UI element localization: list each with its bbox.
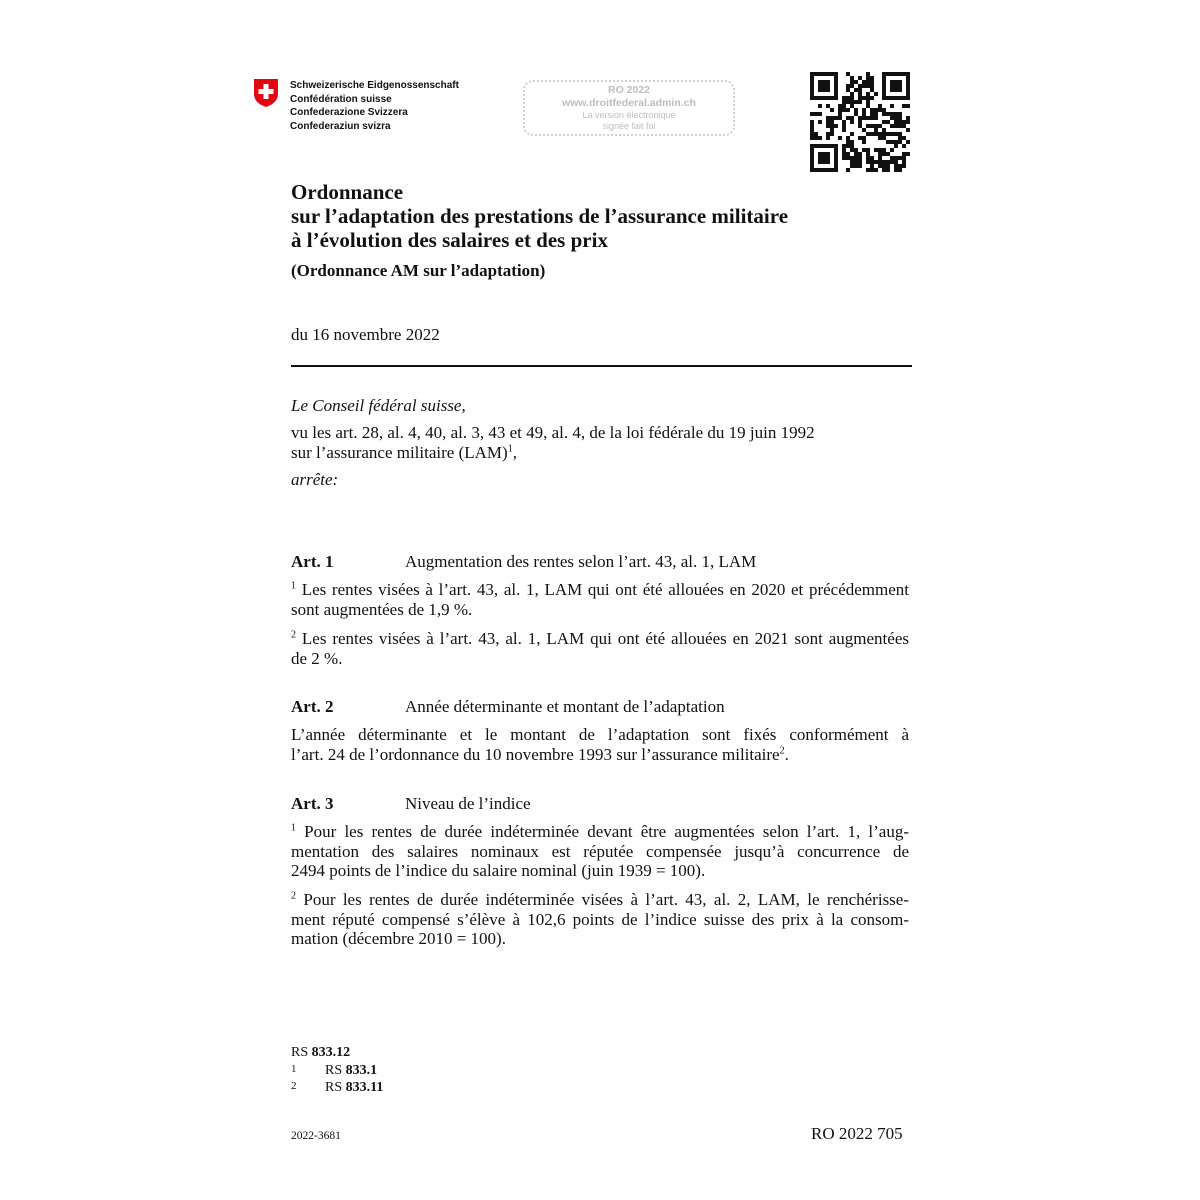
considering-line-2: sur l’assurance militaire (LAM)$^1$, [291,443,517,462]
confederation-name-rm: Confederaziun svizra [290,120,391,132]
article-2-heading [291,697,725,717]
article-number: Art. 3 [291,794,334,813]
stamp-url: www.droitfederal.admin.ch [562,97,696,109]
title-line-3: à l’évolution des salaires et des prix [291,228,608,252]
electronic-signature-stamp [523,80,735,136]
article-title: Année déterminante et montant de l’adaptation [405,697,725,716]
stamp-note-line2: signée fait foi [602,121,656,131]
article-3-paragraph-1: $^1$ Pour les rentes de durée indéterminée devant être augmentées selon l’art. 1, l’aug- mentation des salaires nominaux est réputée compensée jusqu’à concurrence de 2494 points de l’indice du salaire nominal (juin 1939 = 100). [291,822,910,880]
article-number: Art. 1 [291,552,334,571]
official-compilation-reference: RO 2022 705 [811,1124,903,1143]
document-number: 2022-3681 [291,1130,341,1142]
title-line-1: Ordonnance [291,180,404,204]
paragraph-mark: 2 [291,890,296,902]
classified-compilation-number: RS 833.12 [291,1045,351,1060]
title-divider [291,365,912,367]
ordinance-date: du 16 novembre 2022 [291,325,440,344]
swiss-coat-of-arms-logo [253,78,279,108]
article-1-paragraph-2: $^2$ Les rentes visées à l’art. 43, al. 1, LAM qui ont été allouées en 2021 sont augmentées de 2 %. [291,629,909,668]
confederation-name-de: Schweizerische Eidgenossenschaft [290,80,459,91]
article-2-paragraph: L’année déterminante et le montant de l’adaptation sont fixés conformément à l’art. 24 de l’ordonnance du 10 novembre 1993 sur l’assurance militaire$^2$. [291,725,909,764]
title-line-2: sur l’adaptation des prestations de l’assurance militaire [291,204,789,228]
paragraph-mark: 1 [291,822,296,834]
footnote-number: 2 [291,1080,297,1092]
confederation-name-fr: Confédération suisse [290,93,392,105]
article-3-heading [291,794,531,814]
stamp-collection: RO 2022 [607,84,651,96]
ordinance-title [291,180,788,252]
paragraph-mark: 2 [291,629,296,641]
footnote-number: 1 [291,1063,297,1075]
stamp-note-line1: La version électronique [582,110,676,120]
short-title: (Ordonnance AM sur l’adaptation) [291,261,546,280]
preamble-council: Le Conseil fédéral suisse, [291,396,466,415]
article-1-paragraph-1: $^1$ Les rentes visées à l’art. 43, al. 1, LAM qui ont été allouées en 2020 et précédemment sont augmentées de 1,9 %. [291,580,910,619]
confederation-names [290,79,459,133]
article-number: Art. 2 [291,697,334,716]
footnote-2: 2 RS 833.11 [291,1080,384,1095]
article-title: Augmentation des rentes selon l’art. 43, al. 1, LAM [405,552,757,571]
footnote-ref-1[interactable]: 1 [507,443,513,455]
article-title: Niveau de l’indice [405,794,531,813]
confederation-name-it: Confederazione Svizzera [290,107,408,118]
considering-line-1: vu les art. 28, al. 4, 40, al. 3, 43 et 49, al. 4, de la loi fédérale du 19 juin 1992 [291,423,815,442]
qr-code [810,72,910,172]
paragraph-mark: 1 [291,580,296,592]
article-3-paragraph-2: $^2$ Pour les rentes de durée indéterminée visées à l’art. 43, al. 2, LAM, le renchérisse- ment réputé compensé s’élève à 102,6 points de l’indice suisse des prix à la consom- mation (décembre 2010 = 100). [291,890,910,948]
article-1-heading [291,552,756,572]
preamble-considering [291,423,815,463]
footnote-ref-2[interactable]: 2 [779,744,785,756]
footnote-1: 1 RS 833.1 [291,1063,378,1078]
preamble-decrees: arrête: [291,470,339,489]
